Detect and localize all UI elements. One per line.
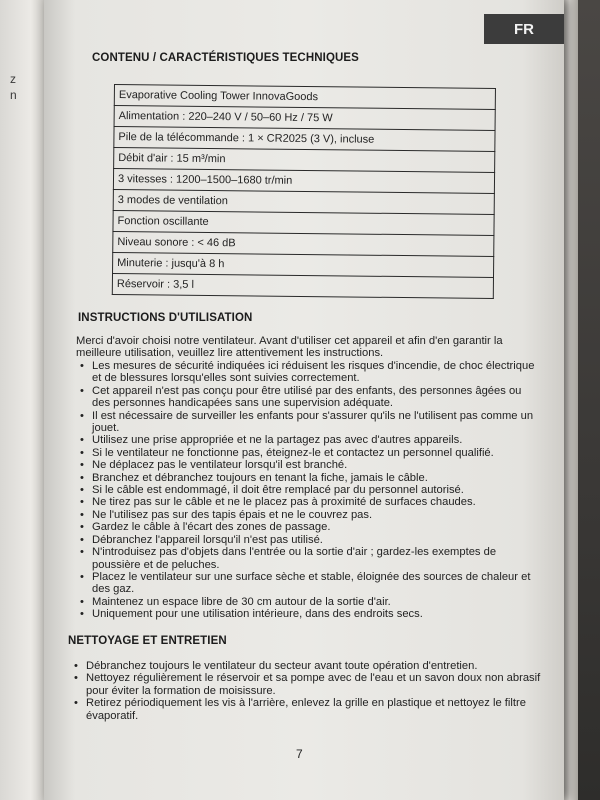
- list-item: • Cet appareil n'est pas conçu pour être utilisé par des enfants, des personnes âgées ou des personnes handicapées sans une supervision adéquate.: [80, 385, 542, 410]
- list-item: • Maintenez un espace libre de 30 cm autour de la sortie d'air.: [80, 596, 542, 608]
- list-item: • Ne tirez pas sur le câble et ne le placez pas à proximité de surfaces chaudes.: [80, 496, 542, 508]
- spec-cell: Minuterie : jusqu'à 8 h: [113, 252, 494, 277]
- spec-row: [112, 273, 493, 298]
- spec-table: [112, 84, 496, 299]
- usage-heading: INSTRUCTIONS D'UTILISATION: [78, 312, 253, 324]
- list-item: • Les mesures de sécurité indiquées ici réduisent les risques d'incendie, de choc électrique et de blessures lorsqu'elles sont suivies correctement.: [80, 360, 542, 385]
- spec-cell: Pile de la télécommande : 1 × CR2025 (3 V), incluse: [114, 127, 495, 152]
- page-number: 7: [296, 747, 303, 761]
- spec-cell: 3 vitesses : 1200–1500–1680 tr/min: [113, 169, 494, 194]
- list-item: • N'introduisez pas d'objets dans l'entrée ou la sortie d'air ; gardez-les exemptes de poussière et de peluches.: [80, 546, 542, 571]
- list-item: • Si le câble est endommagé, il doit être remplacé par du personnel autorisé.: [80, 484, 542, 496]
- list-item: • Retirez périodiquement les vis à l'arrière, enlevez la grille en plastique et nettoyez le filtre évaporatif.: [74, 697, 544, 722]
- usage-intro: Merci d'avoir choisi notre ventilateur. Avant d'utiliser cet appareil et afin d'en garantir la meilleure utilisation, veuillez lire attentivement les instructions.: [76, 335, 503, 360]
- spec-cell: 3 modes de ventilation: [113, 189, 494, 214]
- list-item: • Nettoyez régulièrement le réservoir et sa pompe avec de l'eau et un savon doux non abrasif pour éviter la formation de moisissure.: [74, 672, 544, 697]
- spec-cell: Alimentation : 220–240 V / 50–60 Hz / 75 W: [114, 106, 495, 131]
- list-item: • Utilisez une prise appropriée et ne la partagez pas avec d'autres appareils.: [80, 434, 542, 446]
- list-item: • Il est nécessaire de surveiller les enfants pour s'assurer qu'ils ne l'utilisent pas comme un jouet.: [80, 410, 542, 435]
- list-item: • Ne l'utilisez pas sur des tapis épais et ne le couvrez pas.: [80, 509, 542, 521]
- manual-page: [44, 0, 564, 800]
- usage-list: [80, 360, 542, 621]
- list-item: • Ne déplacez pas le ventilateur lorsqu'il est branché.: [80, 459, 542, 471]
- spec-cell: Réservoir : 3,5 l: [112, 273, 493, 298]
- cleaning-heading: NETTOYAGE ET ENTRETIEN: [68, 635, 227, 647]
- page-edge: [564, 0, 578, 800]
- previous-page: [0, 0, 44, 800]
- list-item: • Gardez le câble à l'écart des zones de passage.: [80, 521, 542, 533]
- list-item: • Branchez et débranchez toujours en tenant la fiche, jamais le câble.: [80, 472, 542, 484]
- cleaning-list: [74, 660, 544, 722]
- list-item: • Débranchez l'appareil lorsqu'il n'est pas utilisé.: [80, 534, 542, 546]
- spec-cell: Débit d'air : 15 m³/min: [114, 148, 495, 173]
- spec-heading: CONTENU / CARACTÉRISTIQUES TECHNIQUES: [92, 52, 359, 64]
- list-item: • Placez le ventilateur sur une surface sèche et stable, éloignée des sources de chaleur et des gaz.: [80, 571, 542, 596]
- list-item: • Uniquement pour une utilisation intérieure, dans des endroits secs.: [80, 608, 542, 620]
- language-tab: FR: [484, 14, 564, 44]
- left-page-fragment: n: [10, 88, 17, 102]
- spec-cell: Evaporative Cooling Tower InnovaGoods: [114, 85, 495, 110]
- spec-cell: Fonction oscillante: [113, 210, 494, 235]
- spec-cell: Niveau sonore : < 46 dB: [113, 231, 494, 256]
- list-item: • Débranchez toujours le ventilateur du secteur avant toute opération d'entretien.: [74, 660, 544, 672]
- list-item: • Si le ventilateur ne fonctionne pas, éteignez-le et contactez un personnel qualifié.: [80, 447, 542, 459]
- left-page-fragment: z: [10, 72, 16, 86]
